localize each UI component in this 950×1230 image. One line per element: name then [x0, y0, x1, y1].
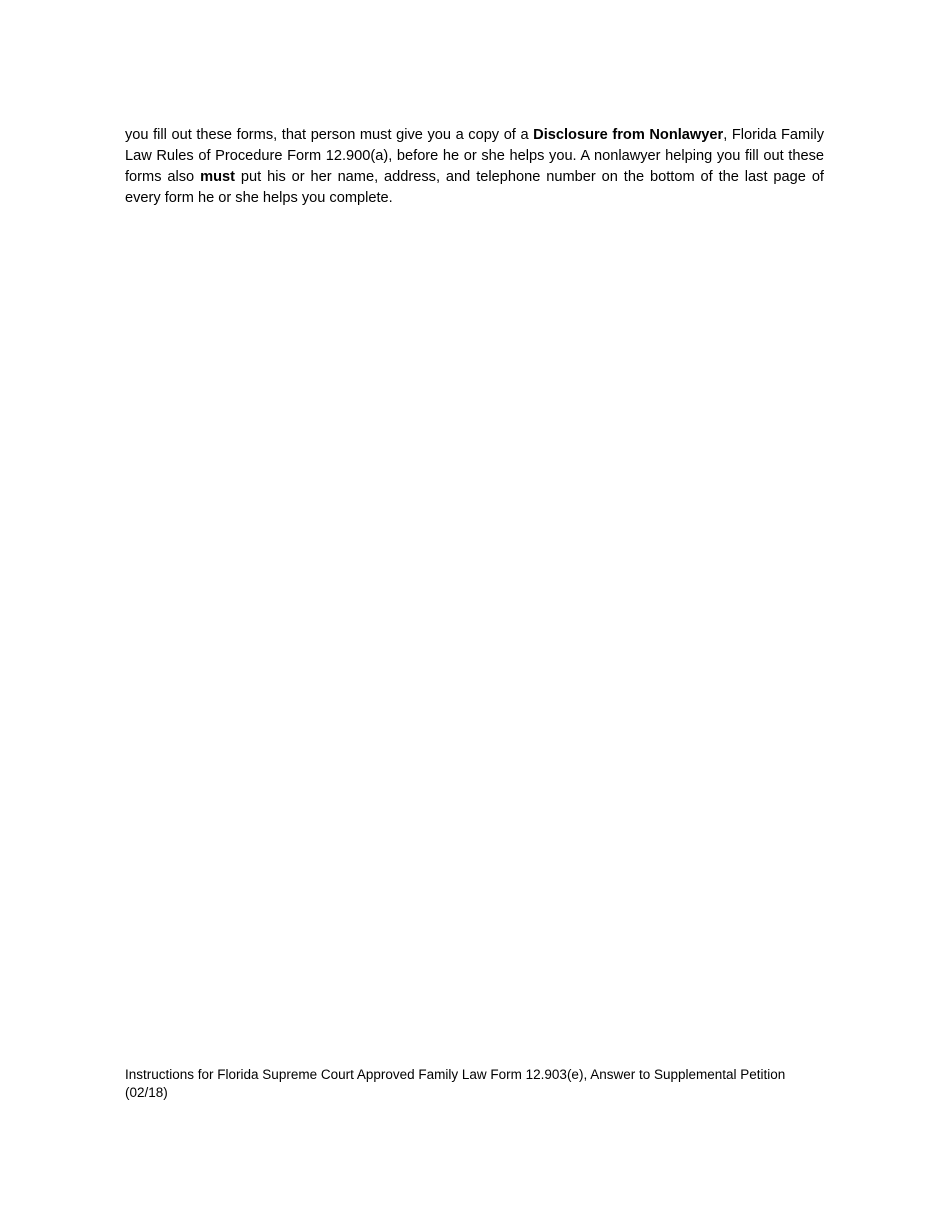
must-emphasis: must: [200, 169, 235, 185]
paragraph-text-part-3: put his or her name, address, and telephone number on the bottom of the last page of every form he or she helps you complete.: [125, 169, 824, 206]
disclosure-form-name: Disclosure from Nonlawyer: [533, 127, 724, 143]
footer-form-title: Instructions for Florida Supreme Court Approved Family Law Form 12.903(e), Answer to Supplemental Petition: [125, 1067, 786, 1082]
paragraph-text-part-2: , Florida Family Law Rules of Procedure Form 12.900(a), before he or she helps you. A nonlawyer helping you fill out these forms also: [125, 127, 824, 185]
nonlawyer-disclosure-paragraph: [125, 125, 824, 209]
footer-revision-date: (02/18): [125, 1085, 168, 1100]
page-footer: [125, 1066, 825, 1102]
paragraph-text-part-1: you fill out these forms, that person must give you a copy of a: [125, 127, 534, 143]
